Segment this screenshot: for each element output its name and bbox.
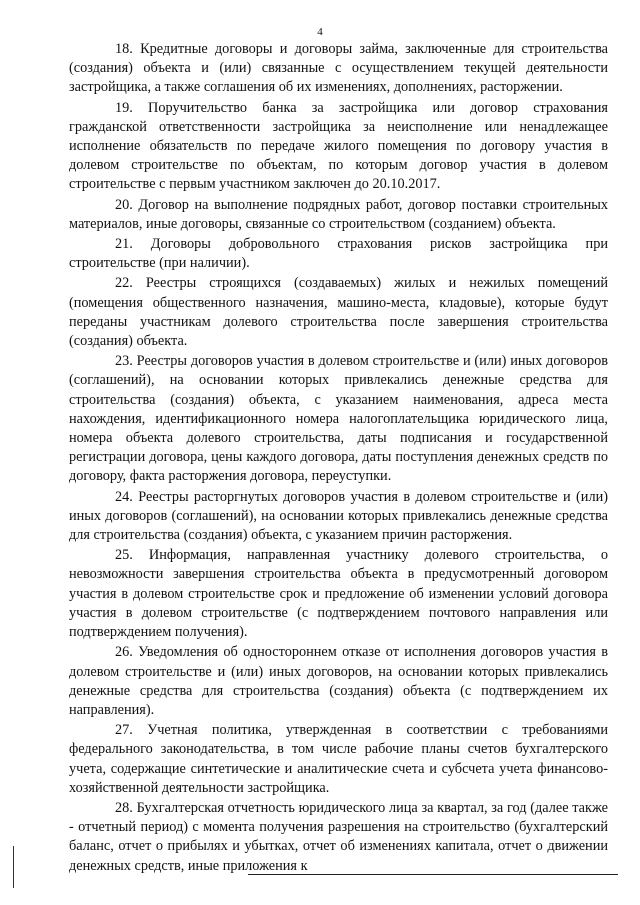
- paragraph-25: 25. Информация, направленная участнику долевого строительства, о невозможности завершения строительства объекта в предусмотренный договором участия в долевом строительстве срок и предложение об изменении условий договора участия в долевом строительстве (с подтверждением почтового направления или подтверждением получения).: [69, 547, 608, 641]
- margin-mark: [13, 846, 14, 888]
- paragraph-27: 27. Учетная политика, утвержденная в соответствии с требованиями федерального законодательства, в том числе рабочие планы счетов бухгалтерского учета, содержащие синтетические и аналитические счета и субсчета учета финансово-хозяйственной деятельности застройщика.: [69, 722, 608, 796]
- page-number: 4: [317, 26, 323, 38]
- paragraph-23: 23. Реестры договоров участия в долевом строительстве и (или) иных договоров (соглашений), на основании которых привлекались денежные средства для строительства (создания) объекта, с указанием наименования, адреса места нахождения, идентификационного номера налогоплательщика юридического лица, номера объекта долевого строительства, даты подписания и государственной регистрации договора, цены каждого договора, даты поступления денежных средств по договору, факта расторжения договора, переуступки.: [69, 353, 608, 485]
- footer-rule: [248, 874, 618, 875]
- paragraph-21: 21. Договоры добровольного страхования рисков застройщика при строительстве (при наличии).: [69, 236, 608, 272]
- paragraph-24: 24. Реестры расторгнутых договоров участия в долевом строительстве и (или) иных договоров (соглашений), на основании которых привлекались денежные средства для строительства (создания) объекта, с указанием причин расторжения.: [69, 488, 608, 544]
- paragraph-28: 28. Бухгалтерская отчетность юридического лица за квартал, за год (далее также - отчетный период) с момента получения разрешения на строительство (бухгалтерский баланс, отчет о прибылях и убытках, отчет об изменениях капитала, отчет о движении денежных средств, иные приложения к: [69, 799, 608, 874]
- paragraph-20: 20. Договор на выполнение подрядных работ, договор поставки строительных материалов, иные договоры, связанные со строительством (созданием) объекта.: [69, 196, 608, 232]
- document-body: [69, 40, 608, 877]
- paragraph-18: 18. Кредитные договоры и договоры займа, заключенные для строительства (создания) объекта и (или) связанные с осуществлением текущей деятельности застройщика, а также соглашения об их изменениях, дополнениях, расторжении.: [69, 41, 608, 96]
- paragraph-26: 26. Уведомления об одностороннем отказе от исполнения договоров участия в долевом строительстве и (или) иных договоров, на основании которых привлекались денежные средства для строительства (создания) объекта (с подтверждением их направления).: [69, 644, 608, 718]
- paragraph-22: 22. Реестры строящихся (создаваемых) жилых и нежилых помещений (помещения общественного назначения, машино-места, кладовые), которые будут переданы участникам долевого строительства после завершения строительства (создания) объекта.: [69, 275, 608, 350]
- paragraph-19: 19. Поручительство банка за застройщика или договор страхования гражданской ответственности застройщика за неисполнение или ненадлежащее исполнение обязательств по передаче жилого помещения по договору участия в долевом строительстве по объектам, по которым договор участия в долевом строительстве с первым участником заключен до 20.10.2017.: [69, 99, 608, 193]
